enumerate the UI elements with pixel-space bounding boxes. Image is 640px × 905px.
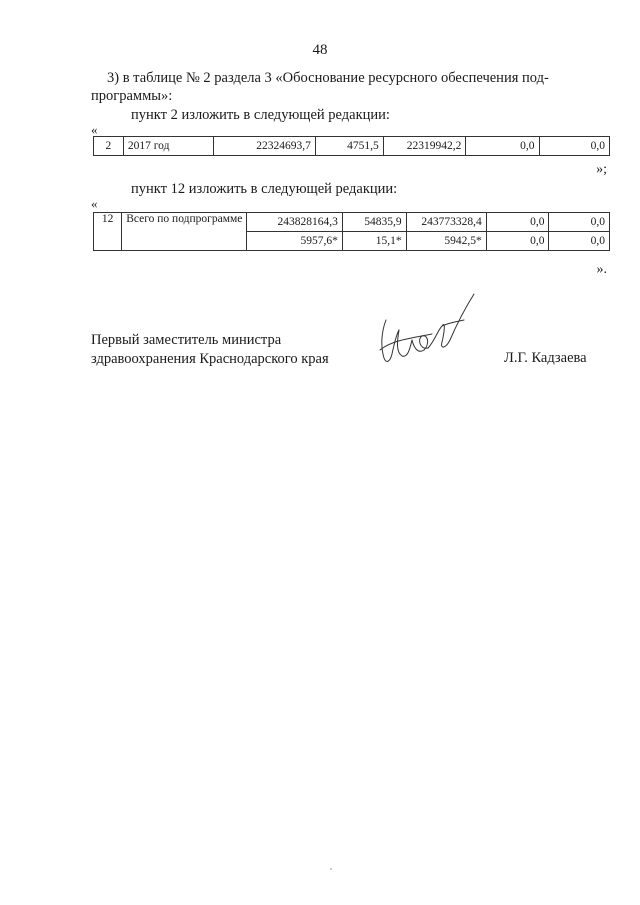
open-quote-1: «	[91, 122, 98, 137]
signatory-title	[91, 331, 329, 369]
col5-cell: 0,0	[539, 137, 609, 156]
item2-heading: пункт 2 изложить в следующей редакции:	[131, 107, 390, 123]
item12-heading: пункт 12 изложить в следующей редакции:	[131, 181, 398, 197]
open-quote-2: «	[91, 196, 98, 211]
table-item-12	[93, 212, 610, 251]
col3-cell: 5942,5*	[406, 232, 486, 251]
row-name: 2017 год	[123, 137, 213, 156]
table-row	[94, 213, 610, 232]
scan-speck	[330, 868, 332, 870]
intro-line-1: 3) в таблице № 2 раздела 3 «Обоснование ресурсного обеспечения под-	[107, 70, 549, 86]
table-item-2	[93, 136, 610, 156]
page-number: 48	[312, 42, 328, 58]
total-cell: 5957,6*	[247, 232, 343, 251]
col4-cell: 0,0	[466, 137, 539, 156]
col3-cell: 22319942,2	[383, 137, 466, 156]
total-cell: 22324693,7	[213, 137, 315, 156]
col5-cell: 0,0	[549, 232, 610, 251]
col2-cell: 4751,5	[315, 137, 383, 156]
close-quote-1: »;	[596, 162, 607, 177]
col3-cell: 243773328,4	[406, 213, 486, 232]
col4-cell: 0,0	[486, 232, 549, 251]
row-number: 2	[94, 137, 124, 156]
signatory-name: Л.Г. Кадзаева	[504, 350, 587, 366]
signatory-title-line-2: здравоохранения Краснодарского края	[91, 351, 329, 367]
close-quote-2: ».	[596, 262, 607, 277]
intro-line-2: программы»:	[91, 88, 173, 104]
signatory-title-line-1: Первый заместитель министра	[91, 332, 282, 348]
col5-cell: 0,0	[549, 213, 610, 232]
table-row	[94, 137, 610, 156]
total-cell: 243828164,3	[247, 213, 343, 232]
col4-cell: 0,0	[486, 213, 549, 232]
col2-cell: 54835,9	[342, 213, 406, 232]
col2-cell: 15,1*	[342, 232, 406, 251]
handwritten-signature	[372, 290, 487, 372]
row-number: 12	[94, 213, 122, 251]
row-name: Всего по подпрограмме	[122, 213, 247, 251]
